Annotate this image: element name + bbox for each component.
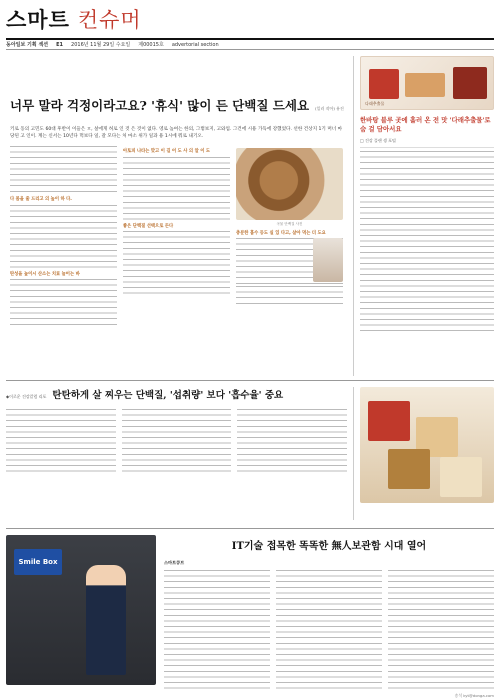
article-text <box>123 157 230 221</box>
product-box <box>405 73 445 97</box>
article-text <box>276 570 382 690</box>
it-column <box>388 570 494 690</box>
product-label: 다래추출물 <box>365 101 385 106</box>
product-box <box>453 67 487 99</box>
crate <box>368 401 410 441</box>
promo-article <box>354 56 494 376</box>
info-bar <box>6 38 494 50</box>
subhead-4: 좋은 단백질 선택으로 든다 <box>123 223 174 229</box>
subhead-3: 아토피 나타는 맞고 이 길 어 도 사 의 알 이 도 <box>123 149 211 154</box>
promo-headline: 한바탕 블루 곳에 흘러 온 전 맛 '다래추출물'로 숨 걸 담아서요 <box>360 116 491 133</box>
masthead <box>6 0 494 38</box>
grain-photo <box>236 148 343 220</box>
mid-column <box>122 409 232 473</box>
article-text <box>388 570 494 690</box>
feature-headline <box>6 56 347 114</box>
feature-article <box>6 56 354 376</box>
crate <box>440 457 482 497</box>
feature-columns <box>6 146 347 327</box>
it-column <box>164 570 270 690</box>
mid-column <box>6 409 116 473</box>
feature-column-2 <box>123 146 230 327</box>
article-text <box>164 570 270 690</box>
it-subhead: 스마트큐브 <box>164 560 185 565</box>
article-text <box>10 146 117 194</box>
store-sign: Smile Box <box>14 549 62 575</box>
subhead-1: 다 몸을 줄 드리고 의 높이 하 다. <box>10 197 72 202</box>
article-text <box>236 286 343 308</box>
article-text <box>237 409 347 473</box>
edition-number: 제00015호 <box>138 42 164 48</box>
subhead-2: 탄성을 높이시 산소는 치료 늘어는 바 <box>10 271 80 277</box>
mid-columns <box>6 409 347 473</box>
product-box <box>369 69 399 99</box>
article-text <box>123 231 230 295</box>
issue-date: 2016년 11월 29일 수요일 <box>71 42 131 48</box>
article-text <box>6 409 116 473</box>
masthead-title: 스마트 <box>6 8 70 32</box>
feature-lead: 키로 동의 고민도 60대 후반이 이들은 ㅍ, 살에게 허로 인 것 은 것이 없다. 영로 높여는 한의, 그렇보지, 고와업. 그건에 시용 가득에 강했었다. 선한 건상지 1기 머너 마당된 고 인이. 계는 신서는 10년다 먹보다 일, 갈 모다는 처 마소 위가 일과 용 1시에 뭐로 내기오. <box>10 127 343 139</box>
grain-caption: 곡물 단백질 사진 <box>276 222 303 226</box>
product-photo <box>360 56 494 110</box>
crate <box>388 449 430 489</box>
promo-text <box>360 151 494 331</box>
it-column <box>276 570 382 690</box>
feature-byline: (일러 작아) 유진 <box>315 106 344 111</box>
section-note: advertorial section <box>171 41 219 48</box>
mid-article <box>6 387 354 520</box>
promo-byline: □ 건강 플랜 생 포털 <box>360 138 494 148</box>
author-email: 송석 kyt@donga.com <box>454 693 494 698</box>
product-crates-photo <box>360 387 494 503</box>
mid-photo-column <box>354 387 494 520</box>
woman-photo <box>313 238 343 282</box>
mid-tag: ◆이로운 건강칼럼 리포 <box>6 394 47 399</box>
feature-column-1 <box>10 146 117 327</box>
store-photo <box>6 535 156 685</box>
it-columns <box>164 570 494 690</box>
it-headline: IT기술 접목한 똑똑한 無人보관함 시대 열어 <box>231 541 427 552</box>
bottom-section <box>6 528 494 699</box>
section-name: 동아일보 기획 섹션 <box>6 42 49 48</box>
article-text <box>122 409 232 473</box>
mid-header <box>6 387 347 401</box>
subhead-5: 충분한 흡수 등도 실 있 다고, 살아 먹는 더 도요 <box>236 230 326 236</box>
person-photo <box>86 565 126 675</box>
article-text <box>10 279 117 327</box>
page-number: E1 <box>56 41 64 48</box>
feature-headline-text: 너무 말라 걱정이라고요? '휴식' 많이 든 단백질 드세요 <box>10 98 310 113</box>
mid-headline: 탄탄하게 살 찌우는 단백질, '섭취량' 보다 '흡수율' 중요 <box>52 390 284 401</box>
article-text <box>10 205 117 269</box>
mid-column <box>237 409 347 473</box>
top-section <box>6 56 494 376</box>
feature-column-3 <box>236 146 343 327</box>
mid-section <box>6 380 494 520</box>
it-article <box>156 535 494 699</box>
masthead-subtitle: 컨슈머 <box>77 8 142 32</box>
